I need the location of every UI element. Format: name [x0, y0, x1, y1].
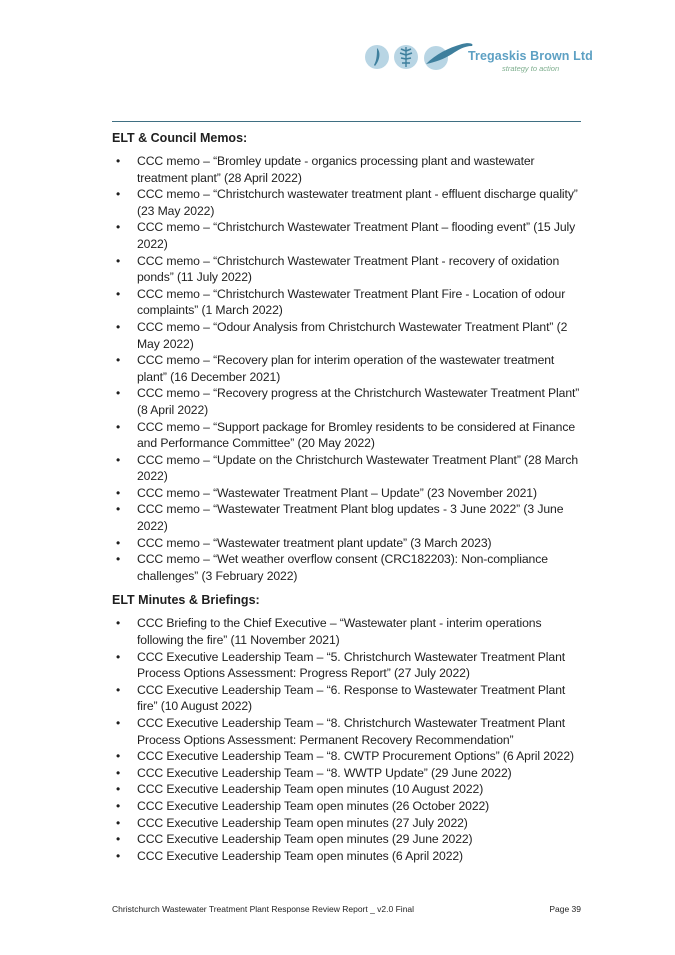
list-item: • CCC memo – “Wastewater Treatment Plant blog updates - 3 June 2022” (3 June 2022)	[112, 501, 582, 534]
list-item: • CCC Executive Leadership Team – “8. Christchurch Wastewater Treatment Plant Process Options Assessment: Permanent Recovery Recommendation”	[112, 715, 582, 748]
list-item: • CCC Executive Leadership Team open minutes (27 July 2022)	[112, 815, 582, 832]
list-item: • CCC Executive Leadership Team – “8. WWTP Update” (29 June 2022)	[112, 765, 582, 782]
list-item: • CCC memo – “Bromley update - organics processing plant and wastewater treatment plant” (28 April 2022)	[112, 153, 582, 186]
list-item: • CCC memo – “Support package for Bromley residents to be considered at Finance and Performance Committee” (20 May 2022)	[112, 419, 582, 452]
list-item: • CCC Executive Leadership Team open minutes (10 August 2022)	[112, 781, 582, 798]
section-title-elt-minutes-briefings: ELT Minutes & Briefings:	[112, 593, 260, 608]
list-item: • CCC Executive Leadership Team open minutes (6 April 2022)	[112, 848, 582, 865]
list-item: • CCC memo – “Wastewater treatment plant update” (3 March 2023)	[112, 535, 582, 552]
list-item: • CCC memo – “Christchurch Wastewater Treatment Plant - recovery of oxidation ponds” (11 July 2022)	[112, 253, 582, 286]
list-item: • CCC Executive Leadership Team open minutes (29 June 2022)	[112, 831, 582, 848]
minutes-list	[112, 615, 582, 864]
header-divider	[112, 121, 581, 122]
list-item: • CCC memo – “Wet weather overflow consent (CRC182203): Non-compliance challenges” (3 February 2022)	[112, 551, 582, 584]
memo-list	[112, 153, 582, 584]
list-item: • CCC memo – “Christchurch wastewater treatment plant - effluent discharge quality” (23 May 2022)	[112, 186, 582, 219]
page-number: Page 39	[549, 904, 581, 914]
logo-company-name: Tregaskis Brown Ltd	[468, 49, 593, 63]
list-item: • CCC memo – “Wastewater Treatment Plant – Update” (23 November 2021)	[112, 485, 582, 502]
list-item: • CCC memo – “Recovery progress at the Christchurch Wastewater Treatment Plant” (8 April 2022)	[112, 385, 582, 418]
footer-report-title: Christchurch Wastewater Treatment Plant Response Review Report _ v2.0 Final	[112, 904, 415, 914]
company-logo	[364, 38, 593, 80]
list-item: • CCC Executive Leadership Team – “6. Response to Wastewater Treatment Plant fire” (10 August 2022)	[112, 682, 582, 715]
list-item: • CCC Executive Leadership Team – “8. CWTP Procurement Options” (6 April 2022)	[112, 748, 582, 765]
document-body	[112, 130, 582, 864]
list-item: • CCC Executive Leadership Team – “5. Christchurch Wastewater Treatment Plant Process Options Assessment: Progress Report” (27 July 2022)	[112, 649, 582, 682]
list-item: • CCC memo – “Recovery plan for interim operation of the wastewater treatment plant” (16 December 2021)	[112, 352, 582, 385]
list-item: • CCC memo – “Christchurch Wastewater Treatment Plant Fire - Location of odour complaints” (1 March 2022)	[112, 286, 582, 319]
list-item: • CCC memo – “Update on the Christchurch Wastewater Treatment Plant” (28 March 2022)	[112, 452, 582, 485]
logo-icons	[364, 38, 474, 80]
section-title-elt-council-memos: ELT & Council Memos:	[112, 131, 248, 145]
list-item: • CCC memo – “Odour Analysis from Christchurch Wastewater Treatment Plant” (2 May 2022)	[112, 319, 582, 352]
list-item: • CCC memo – “Christchurch Wastewater Treatment Plant – flooding event” (15 July 2022)	[112, 219, 582, 252]
list-item: • CCC Executive Leadership Team open minutes (26 October 2022)	[112, 798, 582, 815]
list-item: • CCC Briefing to the Chief Executive – “Wastewater plant - interim operations following the fire” (11 November 2021)	[112, 615, 582, 648]
logo-tagline: strategy to action	[502, 64, 560, 73]
